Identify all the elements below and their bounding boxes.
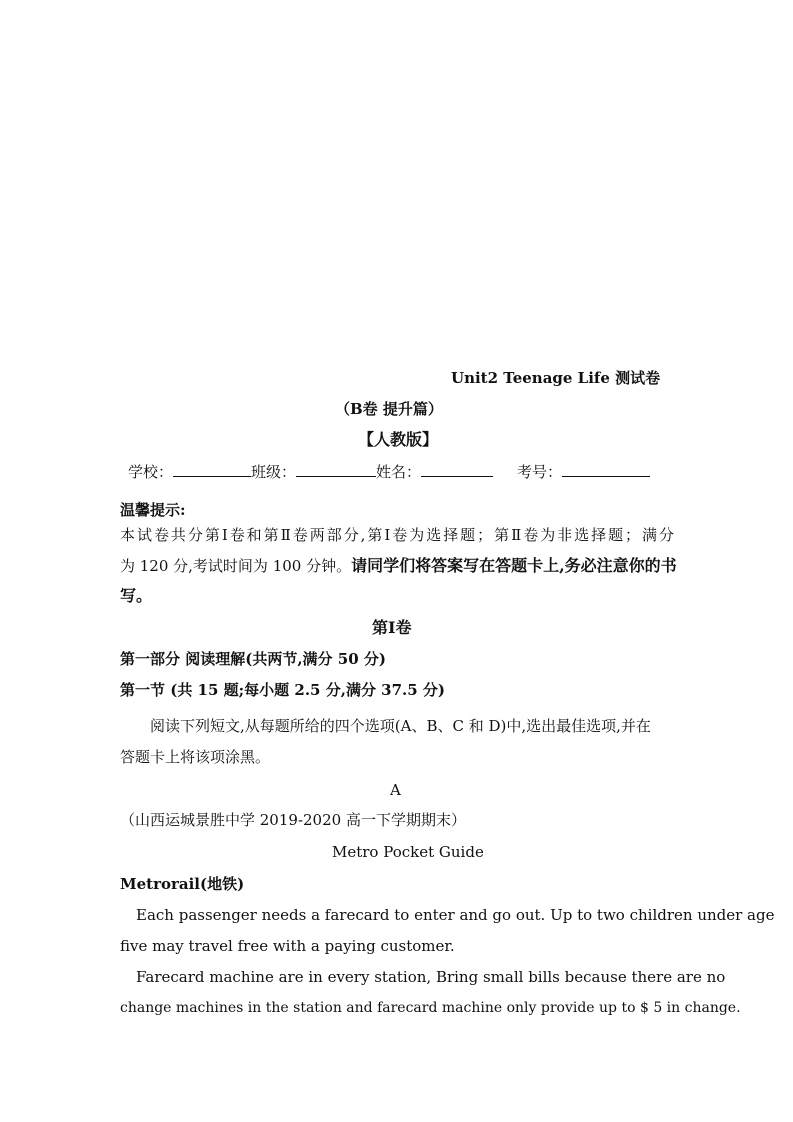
class-label: 班级： (251, 463, 297, 481)
paragraph-2-line-1: Farecard machine are in every station, Bring small bills because there are no (136, 968, 726, 986)
doc-subtitle: （B卷 提升篇） (335, 400, 443, 418)
school-label: 学校： (128, 463, 174, 481)
name-label: 姓名： (376, 463, 422, 481)
instruction-line-1: 阅读下列短文,从每题所给的四个选项(A、B、C 和 D)中,选出最佳选项,并在 (150, 717, 651, 735)
notice-line-2-normal: 为 120 分,考试时间为 100 分钟。 (120, 557, 352, 575)
volume-heading: 第Ⅰ卷 (372, 618, 412, 637)
name-blank[interactable] (421, 462, 493, 477)
notice-line-3: 写。 (120, 586, 153, 605)
exam-no-blank[interactable] (562, 462, 650, 477)
subsection-heading: 第一节 (共 15 题;每小题 2.5 分,满分 37.5 分) (120, 681, 446, 699)
paragraph-1-line-1: Each passenger needs a farecard to enter and go out. Up to two children under age (136, 906, 775, 924)
passage-source: （山西运城景胜中学 2019-2020 高一下学期期末） (120, 811, 466, 829)
passage-subheading: Metrorail(地铁) (120, 875, 245, 893)
exam-no-label: 考号： (517, 463, 563, 481)
doc-edition: 【人教版】 (358, 430, 439, 449)
part-heading: 第一部分 阅读理解(共两节,满分 50 分) (120, 650, 386, 668)
notice-line-2-bold: 请同学们将答案写在答题卡上,务必注意你的书 (351, 556, 677, 575)
passage-letter: A (390, 781, 401, 799)
notice-heading: 温馨提示: (120, 501, 186, 519)
info-fields (128, 462, 650, 482)
notice-line-1: 本试卷共分第Ⅰ卷和第Ⅱ卷两部分,第Ⅰ卷为选择题；第Ⅱ卷为非选择题；满分 (120, 526, 674, 544)
paragraph-1-line-2: five may travel free with a paying customer. (120, 937, 455, 955)
notice-line-2 (120, 556, 677, 576)
passage-title: Metro Pocket Guide (332, 843, 484, 861)
instruction-line-2: 答题卡上将该项涂黑。 (120, 748, 271, 766)
doc-title: Unit2 Teenage Life 测试卷 (451, 369, 661, 387)
school-blank[interactable] (173, 462, 251, 477)
paragraph-2-line-2: change machines in the station and farecard machine only provide up to $ 5 in change. (120, 1000, 741, 1016)
class-blank[interactable] (296, 462, 376, 477)
